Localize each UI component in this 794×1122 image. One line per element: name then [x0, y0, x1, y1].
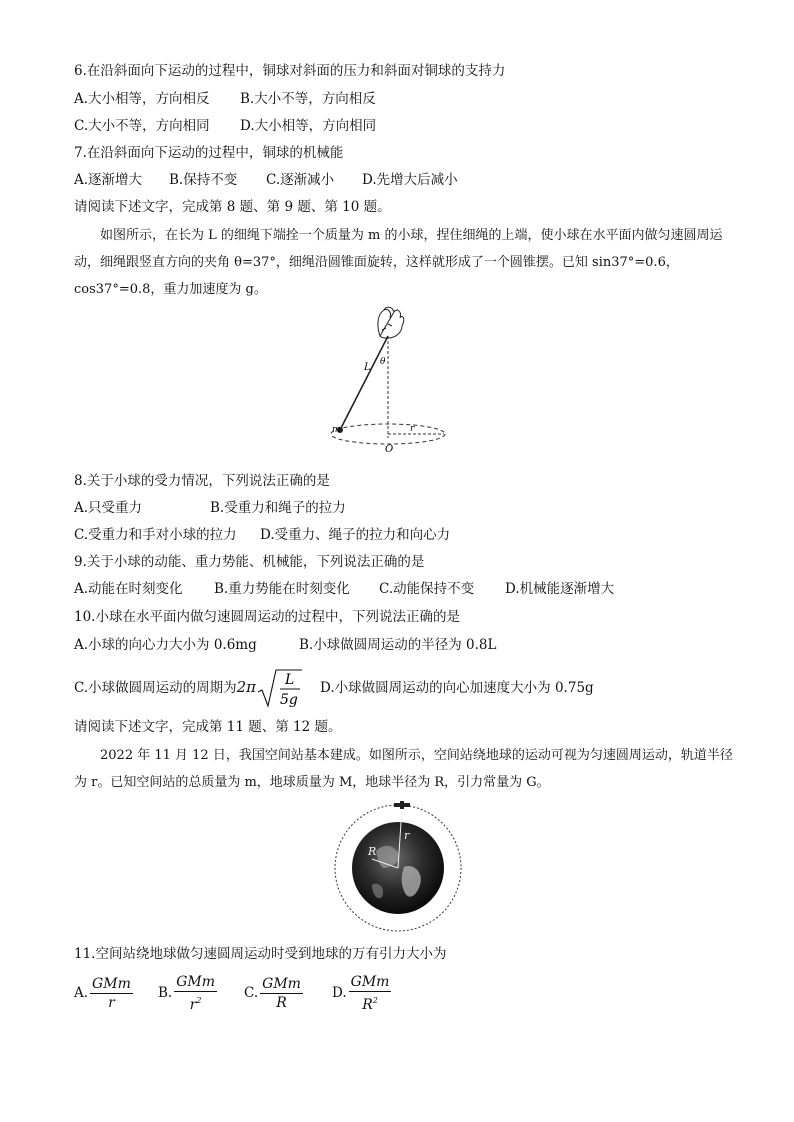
passage-conical-pendulum: 如图所示，在长为 L 的细绳下端拴一个质量为 m 的小球，捏住细绳的上端，使小球在水平面内做匀速圆周运动，细绳跟竖直方向的夹角 θ=37°，细绳沿圆锥面旋转，这样就形成了一个圆锥摆。已知 sin37°=0.6，cos37°=0.8，重力加速度为 g。	[74, 228, 723, 297]
q6-option-c: C.大小不等，方向相同	[74, 118, 210, 134]
fig1-label-m: m	[332, 425, 341, 435]
hand-icon	[378, 307, 404, 338]
q7-option-d: D.先增大后减小	[362, 172, 458, 188]
q10-option-b: B.小球做圆周运动的半径为 0.8L	[299, 637, 497, 653]
q11-d-label: D.	[332, 985, 347, 1001]
q11-d-num: GMm	[350, 974, 390, 991]
q7-options	[74, 171, 458, 189]
reading-intro-11-12: 请阅读下述文字，完成第 11 题、第 12 题。	[74, 719, 342, 735]
q11-b-exp: 2	[196, 996, 202, 1006]
q11-a-den: r	[108, 995, 115, 1011]
q7-stem: 7.在沿斜面向下运动的过程中，铜球的机械能	[74, 145, 344, 161]
fig1-label-theta: θ	[380, 357, 386, 367]
q11-option-b	[158, 972, 244, 1014]
q9-stem: 9.关于小球的动能、重力势能、机械能，下列说法正确的是	[74, 554, 425, 570]
q11-a-num: GMm	[92, 976, 131, 992]
q8-option-a: A.只受重力	[74, 500, 143, 516]
q11-c-den: R	[276, 995, 287, 1011]
q10-stem: 10.小球在水平面内做匀速圆周运动的过程中，下列说法正确的是	[74, 609, 460, 625]
q6-option-d: D.大小相等，方向相同	[240, 118, 377, 134]
fig1-label-o: O	[385, 444, 394, 455]
q8-option-b: B.受重力和绳子的拉力	[210, 500, 346, 516]
q11-d-exp: 2	[372, 996, 378, 1006]
fig2-label-r-lower: r	[404, 829, 410, 842]
fig2-label-r-upper: R	[368, 845, 377, 858]
conical-pendulum-figure	[322, 306, 452, 458]
q8-option-c: C.受重力和手对小球的拉力	[74, 527, 237, 543]
q8-options-row2	[74, 526, 450, 544]
q9-options	[74, 580, 614, 598]
q8-options-row1	[74, 499, 346, 517]
q10-option-d: D.小球做圆周运动的向心加速度大小为 0.75g	[320, 680, 594, 696]
q11-b-den: r	[189, 996, 197, 1013]
q9-option-d: D.机械能逐渐增大	[505, 581, 615, 597]
q10-c-sqrt-den: 5g	[280, 691, 298, 708]
q9-option-b: B.重力势能在时刻变化	[214, 581, 350, 597]
earth-orbit-figure	[332, 801, 464, 935]
q10-option-c-sqrt	[256, 668, 304, 710]
q11-b-label: B.	[158, 985, 173, 1001]
q11-option-d	[332, 972, 393, 1014]
space-station-icon	[394, 801, 410, 809]
passage-space-station: 2022 年 11 月 12 日，我国空间站基本建成。如图所示，空间站绕地球的运动可视为匀速圆周运动，轨道半径为 r。已知空间站的总质量为 m，地球质量为 M，地球半径为 R，引力常量为 G。	[74, 748, 733, 790]
q6-stem: 6.在沿斜面向下运动的过程中，铜球对斜面的压力和斜面对铜球的支持力	[74, 63, 506, 79]
q6-options-row1	[74, 90, 376, 108]
q8-option-d: D.受重力、绳子的拉力和向心力	[260, 527, 451, 543]
q11-options	[74, 972, 393, 1014]
q10-options-row2	[74, 666, 594, 708]
q10-c-sqrt-num: L	[285, 671, 295, 688]
q9-option-c: C.动能保持不变	[379, 581, 475, 597]
fig1-label-r: r	[410, 424, 415, 434]
q10-option-c-text: C.小球做圆周运动的周期为	[74, 680, 237, 696]
q7-option-b: B.保持不变	[169, 172, 238, 188]
q10-options-row1	[74, 636, 496, 654]
q11-c-label: C.	[244, 985, 259, 1001]
q6-options-row2	[74, 117, 376, 135]
q8-stem: 8.关于小球的受力情况，下列说法正确的是	[74, 473, 330, 489]
q11-c-num: GMm	[262, 976, 301, 992]
q10-option-a: A.小球的向心力大小为 0.6mg	[74, 637, 257, 653]
q9-option-a: A.动能在时刻变化	[74, 581, 183, 597]
q6-option-a: A.大小相等，方向相反	[74, 91, 210, 107]
q6-option-b: B.大小不等，方向相反	[240, 91, 376, 107]
q11-b-num: GMm	[176, 974, 216, 991]
fig1-label-l: L	[364, 362, 371, 373]
q11-stem: 11.空间站绕地球做匀速圆周运动时受到地球的万有引力大小为	[74, 946, 447, 962]
q11-d-den: R	[362, 996, 373, 1013]
reading-intro-8-10: 请阅读下述文字，完成第 8 题、第 9 题、第 10 题。	[74, 199, 391, 215]
q7-option-a: A.逐渐增大	[74, 172, 143, 188]
q7-option-c: C.逐渐减小	[266, 172, 335, 188]
q11-option-a	[74, 972, 158, 1014]
q11-option-c	[244, 972, 332, 1014]
q11-a-label: A.	[74, 985, 89, 1001]
q10-option-c-coef: 2π	[236, 678, 257, 696]
